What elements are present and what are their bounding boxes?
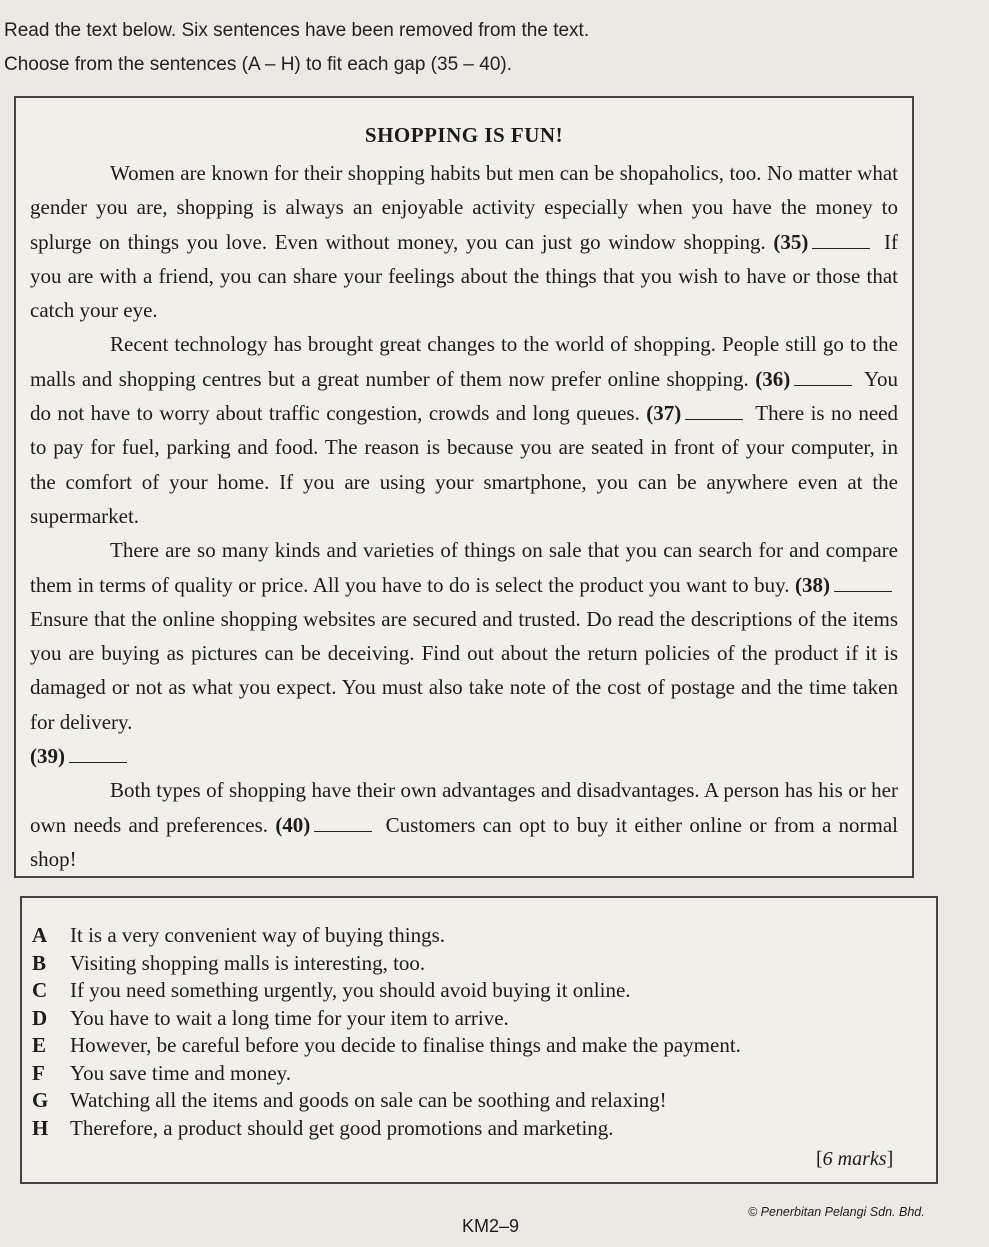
- instructions: [4, 14, 964, 82]
- passage-title: SHOPPING IS FUN!: [364, 123, 564, 147]
- option-text: Therefore, a product should get good promotions and marketing.: [70, 1115, 614, 1140]
- paragraph-2: [30, 327, 898, 533]
- option-d[interactable]: [32, 1005, 936, 1033]
- paragraph-4: [30, 739, 898, 773]
- paragraph-5: [30, 773, 898, 876]
- passage-body: [16, 156, 912, 876]
- option-text: If you need something urgently, you should avoid buying it online.: [70, 978, 631, 1002]
- paragraph-2-text-c: There is no need to pay for fuel, parking and food. The reason is because you are seated in front of your computer, in the comfort of your home. If you are using your smartphone, you can be anywhere even at the supermarket.: [30, 401, 899, 528]
- option-text: Visiting shopping malls is interesting, too.: [70, 950, 426, 975]
- gap-38-number: (38): [795, 572, 830, 597]
- option-text: Watching all the items and goods on sale can be soothing and relaxing!: [70, 1088, 667, 1112]
- paragraph-2-text-b: You do not have to worry about traffic congestion, crowds and long queues.: [30, 366, 899, 426]
- paragraph-5-text-a: Both types of shopping have their own advantages and disadvantages. A person has his or her own needs and preferences.: [30, 778, 898, 837]
- gap-40-blank[interactable]: [314, 814, 372, 832]
- option-letter: G: [32, 1088, 49, 1112]
- option-letter: D: [32, 1005, 48, 1030]
- gap-39-number: (39): [30, 744, 65, 769]
- paragraph-1-text-b: If you are with a friend, you can share your feelings about the things that you wish to have or those that catch your eye.: [30, 229, 899, 323]
- marks-label: [6 marks]: [816, 1148, 894, 1170]
- gap-39-blank[interactable]: [69, 745, 127, 763]
- page-code: KM2–9: [462, 1216, 520, 1236]
- gap-37-blank[interactable]: [685, 402, 743, 420]
- option-a[interactable]: [32, 922, 936, 950]
- instructions-line-2: Choose from the sentences (A – H) to fit each gap (35 – 40).: [4, 54, 512, 75]
- gap-37-number: (37): [646, 401, 682, 426]
- gap-40-number: (40): [275, 812, 311, 837]
- option-e[interactable]: [32, 1032, 936, 1060]
- option-letter: E: [32, 1033, 47, 1057]
- options-list: [22, 898, 936, 1142]
- paragraph-1-text-a: Women are known for their shopping habits but men can be shopaholics, too. No matter what gender you are, shopping is always an enjoyable activity especially when you have the money to splurge on things you love. Even without money, you can just go window shopping.: [30, 161, 898, 254]
- option-letter: F: [32, 1060, 45, 1085]
- marks-text: 6 marks: [822, 1148, 887, 1170]
- paragraph-3-text-b: Ensure that the online shopping websites are secured and trusted. Do read the descriptions of the items you are buying as pictures can be deceiving. Find out about the return policies of the product if it is damaged or not as what you expect. You must also take note of the cost of postage and the time taken for delivery.: [30, 606, 898, 734]
- option-letter: H: [32, 1115, 49, 1140]
- publisher-credit: © Penerbitan Pelangi Sdn. Bhd.: [748, 1205, 925, 1219]
- paragraph-1: [30, 156, 898, 327]
- option-text: You save time and money.: [70, 1060, 292, 1085]
- option-text: It is a very convenient way of buying things.: [70, 923, 446, 947]
- paragraph-3-text-a: There are so many kinds and varieties of things on sale that you can search for and compare them in terms of quality or price. All you have to do is select the product you want to buy.: [30, 538, 898, 597]
- option-g[interactable]: [32, 1087, 936, 1115]
- option-letter: C: [32, 978, 48, 1002]
- option-letter: B: [32, 950, 47, 975]
- instructions-line-1: Read the text below. Six sentences have been removed from the text.: [4, 20, 590, 41]
- gap-36-number: (36): [755, 366, 791, 391]
- gap-38-blank[interactable]: [834, 574, 892, 592]
- option-f[interactable]: [32, 1060, 936, 1088]
- gap-35-number: (35): [773, 229, 809, 254]
- gap-35-blank[interactable]: [812, 231, 870, 249]
- paragraph-5-text-b: Customers can opt to buy it either online or from a normal shop!: [30, 812, 899, 871]
- gap-36-blank[interactable]: [794, 368, 852, 386]
- passage-box: [14, 96, 914, 878]
- option-text: However, be careful before you decide to finalise things and make the payment.: [70, 1033, 741, 1057]
- option-h[interactable]: [32, 1115, 936, 1143]
- option-c[interactable]: [32, 977, 936, 1005]
- options-box: [20, 896, 938, 1184]
- paragraph-3: [30, 533, 898, 739]
- option-text: You have to wait a long time for your item to arrive.: [70, 1005, 509, 1030]
- option-b[interactable]: [32, 950, 936, 978]
- option-letter: A: [32, 923, 48, 947]
- paragraph-2-text-a: Recent technology has brought great changes to the world of shopping. People still go to the malls and shopping centres but a great number of them now prefer online shopping.: [30, 332, 898, 391]
